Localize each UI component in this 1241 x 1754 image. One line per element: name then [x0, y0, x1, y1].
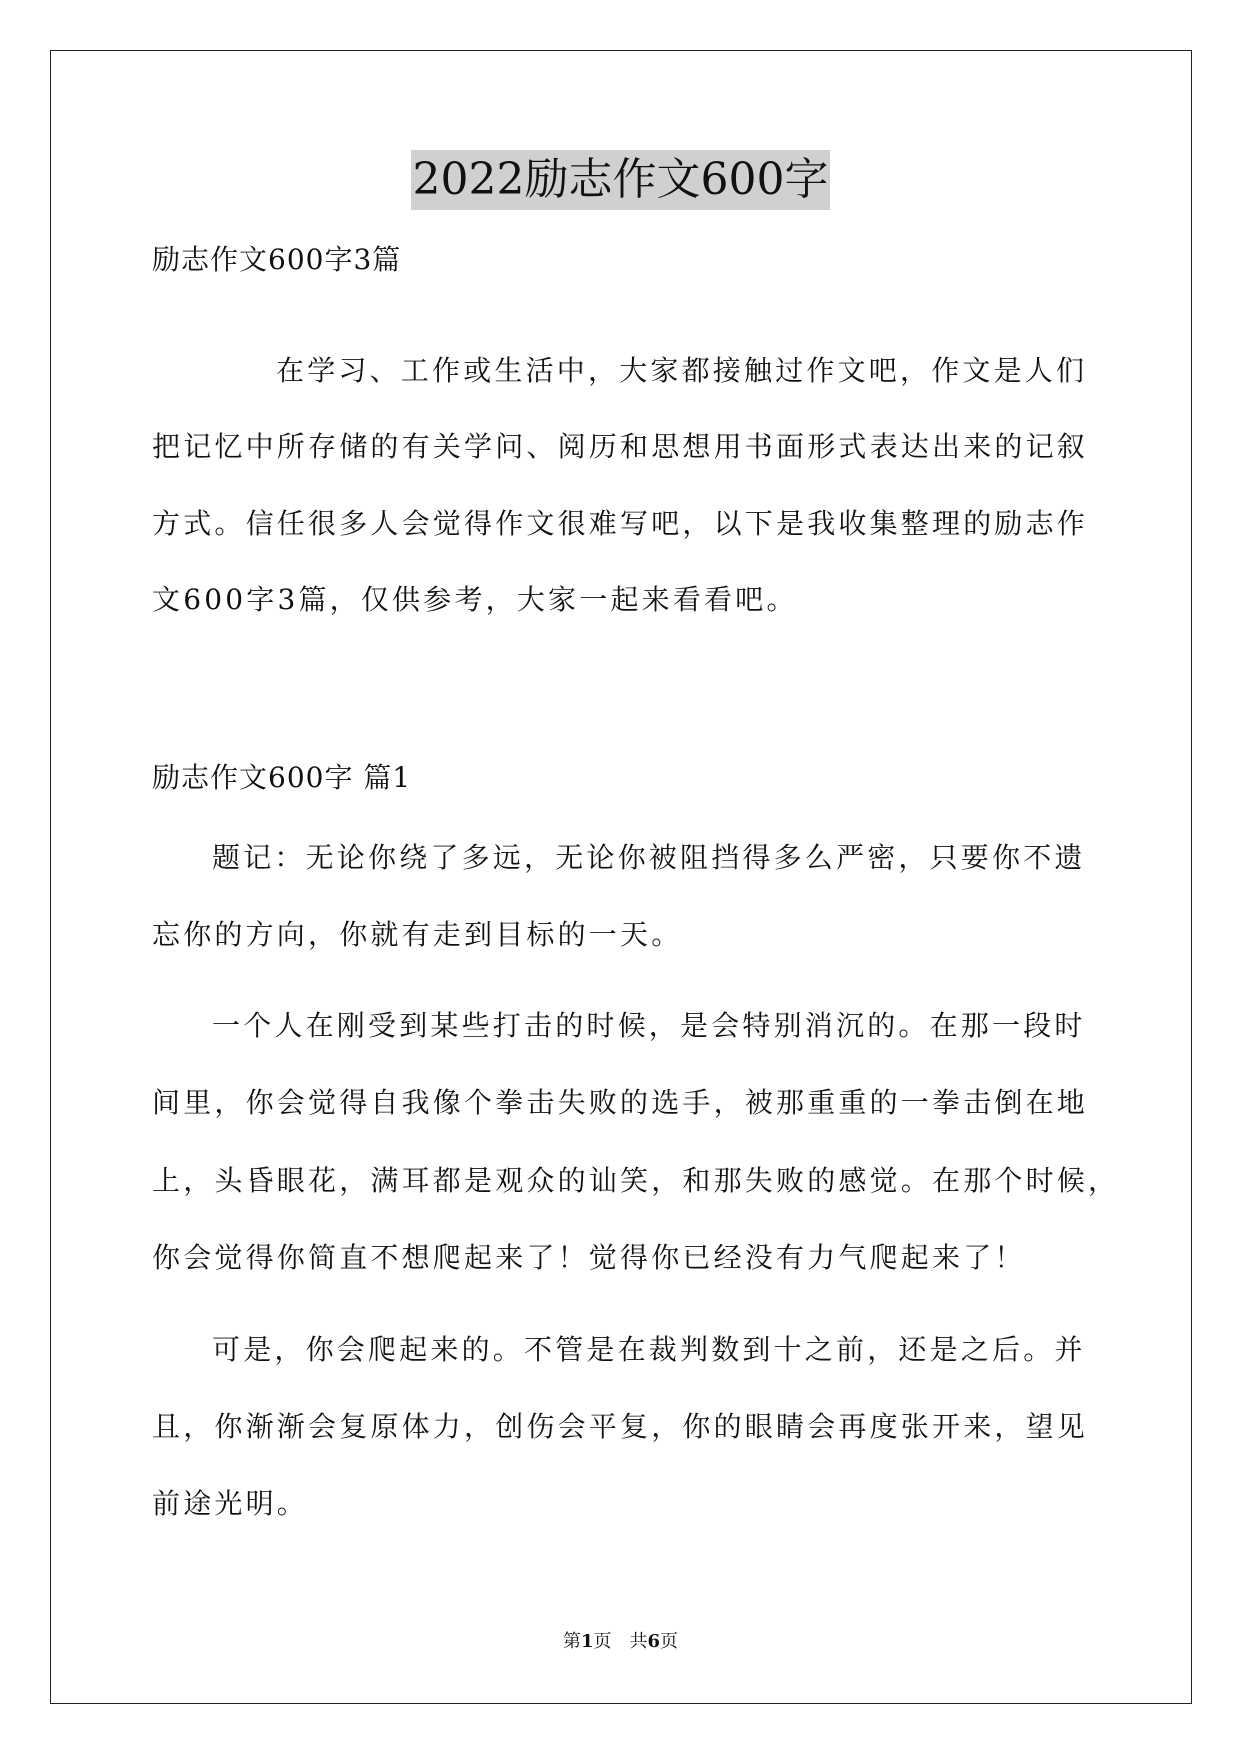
footer-current-page: 1 [580, 1631, 594, 1652]
paragraph2-line-2: 间里，你会觉得自我像个拳击失败的选手，被那重重的一拳击倒在地 [152, 1086, 1089, 1119]
document-subtitle: 励志作文600字3篇 [152, 243, 402, 276]
paragraph3-line-3: 前途光明。 [152, 1487, 309, 1520]
footer-suffix: 页 [660, 1631, 679, 1652]
footer-prefix: 第 [562, 1631, 581, 1652]
paragraph2-line-4: 你会觉得你简直不想爬起来了！觉得你已经没有力气爬起来了！ [152, 1241, 1026, 1274]
intro-line-1: 在学习、工作或生活中，大家都接触过作文吧，作文是人们 [276, 354, 1088, 387]
paragraph3-line-2: 且，你渐渐会复原体力，创伤会平复，你的眼睛会再度张开来，望见 [152, 1410, 1089, 1443]
paragraph2-line-1: 一个人在刚受到某些打击的时候，是会特别消沉的。在那一段时 [212, 1009, 1086, 1042]
intro-line-4: 文600字3篇，仅供参考，大家一起来看看吧。 [152, 583, 798, 616]
footer-mid: 页 共 [593, 1631, 648, 1652]
page-footer [0, 1630, 1241, 1654]
paragraph1-line-1: 题记：无论你绕了多远，无论你被阻挡得多么严密，只要你不遗 [212, 841, 1086, 874]
paragraph2-line-3: 上，头昏眼花，满耳都是观众的讪笑，和那失败的感觉。在那个时候， [152, 1164, 1120, 1197]
paragraph1-line-2: 忘你的方向，你就有走到目标的一天。 [152, 918, 683, 951]
section-heading: 励志作文600字 篇1 [152, 761, 412, 794]
title-container [0, 150, 1241, 210]
document-title: 2022励志作文600字 [411, 150, 831, 210]
paragraph3-line-1: 可是，你会爬起来的。不管是在裁判数到十之前，还是之后。并 [212, 1333, 1086, 1366]
footer-total-pages: 6 [647, 1631, 661, 1652]
intro-line-3: 方式。信任很多人会觉得作文很难写吧，以下是我收集整理的励志作 [152, 507, 1089, 540]
intro-line-2: 把记忆中所存储的有关学问、阅历和思想用书面形式表达出来的记叙 [152, 430, 1089, 463]
